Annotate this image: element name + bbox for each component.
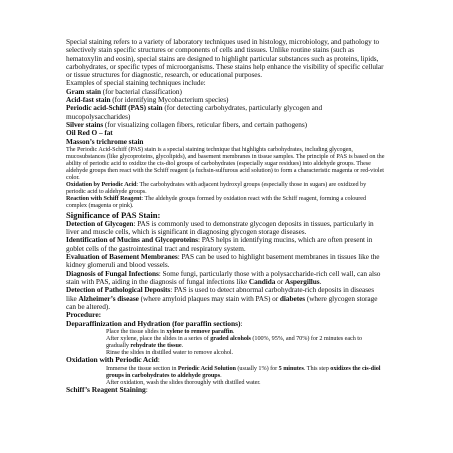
step-text: . [232, 328, 235, 336]
list-item [66, 236, 386, 253]
step-colon: : [240, 318, 243, 328]
reaction-text: : The aldehyde groups formed by oxidation react with the Schiff reagent, forming a coloured complex (magenta or pink). [66, 194, 367, 209]
item-text: : PAS can be used to highlight basement membranes in tissues like the kidney glomeruli and blood vessels. [66, 252, 380, 270]
significance-list [66, 220, 386, 311]
step-bold: rehydrate the tissue [130, 342, 182, 350]
significance-heading: Significance of PAS Stain: [66, 209, 161, 220]
item-label: Detection of Pathological Deposits [66, 285, 171, 295]
intro-paragraph: Special staining refers to a variety of laboratory techniques used in histology, microbiology, and pathology to selectively stain specific structures or components of cells and tissues. Unlike routine stains (such as hematoxylin and eosin), special stains are designed to highlight particular substances such as proteins, lipids, carbohydrates, or specific types of microorganisms. These stains help enhance the visibility of specific cellular or tissue structures for diagnostic, research, or educational purposes. [66, 37, 384, 80]
stain-name: Periodic acid-Schiff (PAS) stain [66, 103, 163, 113]
stain-name: Acid-fast stain [66, 95, 111, 105]
item-text: : PAS is used to detect abnormal carbohydrate-rich deposits in diseases like [66, 285, 374, 303]
stain-desc: (for bacterial classification) [100, 86, 182, 96]
step-text: . This step [303, 364, 331, 372]
list-item [66, 138, 386, 146]
step-text: . [181, 342, 184, 350]
item-bold: Alzheimer’s disease [78, 293, 139, 303]
item-label: Identification of Mucins and Glycoproteins [66, 235, 198, 245]
stain-desc: (for visualizing collagen fibers, reticular fibers, and certain pathogens) [103, 119, 308, 129]
oxidation-label: Oxidation by Periodic Acid [66, 180, 137, 188]
stain-desc: (for detecting carbohydrates, particularly glycogen and mucopolysaccharides) [66, 103, 323, 121]
step-bold: Periodic Acid Solution [177, 364, 236, 372]
item-text: (where amyloid plaques may stain with PAS) or [138, 293, 280, 303]
step-text: (100%, 95%, and 70%) for 2 minutes each to gradually [106, 335, 363, 350]
item-label: Detection of Glycogen [66, 218, 134, 228]
step-text: (usually 1%) for [235, 364, 279, 372]
item-bold: Candida [248, 276, 276, 286]
item-text: or [275, 276, 285, 286]
stain-name: Gram stain [66, 86, 101, 96]
reaction-label: Reaction with Schiff Reagent [66, 194, 142, 202]
item-text: (where glycogen storage can be altered). [66, 293, 378, 311]
step-bold: xylene to remove paraffin [166, 328, 233, 336]
item-label: Diagnosis of Fungal Infections [66, 268, 159, 278]
oxidation-text: : The carbohydrates with adjacent hydroxyl groups (especially those in sugars) are oxidized by periodic acid to aldehyde groups. [66, 180, 367, 195]
pas-reaction [66, 195, 386, 209]
step-bold: graded alcohols [210, 335, 251, 343]
stain-name: Silver stains [66, 119, 104, 129]
list-item [66, 220, 386, 237]
item-bold: Aspergillus [284, 276, 320, 286]
list-item [66, 270, 386, 287]
list-item [66, 286, 386, 311]
list-item [66, 253, 386, 270]
list-item [66, 104, 386, 121]
step-label: Deparaffinization and Hydration (for paraffin sections) [66, 318, 241, 328]
step-text: After xylene, place the slides in a series of [106, 335, 211, 343]
item-label: Evaluation of Basement Membranes [66, 252, 178, 262]
list-item [66, 121, 386, 129]
step-colon: : [145, 384, 148, 394]
step-bold: oxidizes the cis-diol groups in carbohydrates to aldehyde groups [106, 364, 381, 379]
stain-name: Masson’s trichrome stain [66, 136, 144, 146]
step-bold: 5 minutes [278, 364, 304, 372]
step-text: . [220, 371, 222, 379]
step-line [66, 335, 386, 349]
item-text: . [319, 276, 322, 286]
step-line: After oxidation, wash the slides thoroughly with distilled water. [106, 378, 261, 386]
examples-list [66, 88, 386, 146]
stain-desc: (for identifying Mycobacterium species) [110, 95, 229, 105]
deparaffinization-heading [66, 320, 386, 329]
pas-description: The Periodic Acid-Schiff (PAS) stain is a special staining technique that highlights carbohydrates, including glycogen, mucosubstances (like glycoproteins, glycolipids), and basement membranes in tissue samples. The principle of PAS is based on the ability of periodic acid to oxidize the cis-diol groups of carbohydrates (especially sugar residues) into aldehyde groups. These aldehyde groups then react with the Schiff reagent (a fuchsin-sulfurous acid solution) to form a characteristic magenta or red-violet color. [66, 145, 385, 181]
oxidation-heading [66, 356, 386, 365]
procedure-label: Procedure [66, 310, 99, 320]
step-colon: : [157, 355, 160, 365]
item-text: : PAS is commonly used to demonstrate glycogen deposits in tissues, particularly in liver and muscle cells, which is significant in diagnosing glycogen storage diseases. [66, 218, 374, 237]
step-line: Rinse the slides in distilled water to remove alcohol. [106, 349, 234, 357]
examples-intro: Examples of special staining techniques include: [66, 78, 206, 88]
schiff-heading [66, 386, 386, 395]
document-page [66, 38, 386, 395]
step-text: Immerse the tissue section in [106, 364, 178, 372]
item-bold: diabetes [279, 293, 306, 303]
item-text: : PAS helps in identifying mucins, which are often present in goblet cells of the gastrointestinal tract and respiratory system. [66, 235, 373, 253]
step-line [66, 365, 386, 379]
item-text: : Some fungi, particularly those with a polysaccharide-rich cell wall, can also stain with PAS, aiding in the diagnosis of fungal infections like [66, 268, 381, 286]
stain-name: Oil Red O – fat [66, 128, 113, 138]
pas-oxidation [66, 181, 386, 195]
step-label: Oxidation with Periodic Acid [66, 355, 158, 365]
step-line [66, 328, 386, 335]
procedure-colon: : [98, 310, 102, 320]
step-text: Place the tissue slides in [106, 328, 167, 336]
step-label: Schiff’s Reagent Staining [66, 384, 146, 394]
